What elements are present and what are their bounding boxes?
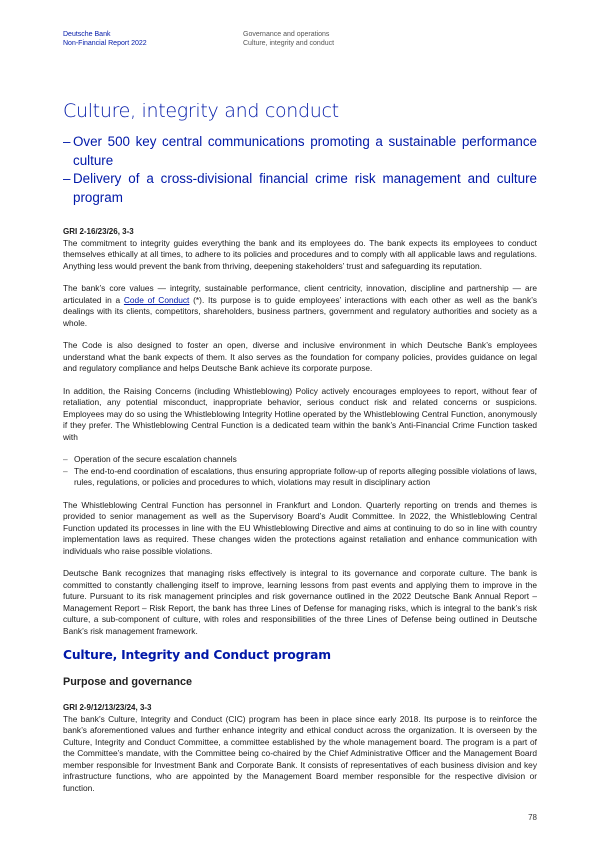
whistleblowing-tasks-list xyxy=(63,454,537,489)
header-right xyxy=(243,30,334,48)
paragraph-risk: Deutsche Bank recognizes that managing risks effectively is integral to its governance and corporate culture. The bank is committed to constantly challenging itself to improve, learning lessons from past events and applying them to improve in the future. Pursuant to its risk management principles and risk governance outlined in the 2022 Deutsche Bank Annual Report – Management Report – Risk Report, the bank has three Lines of Defense for managing risks, which is integral to the bank’s risk culture, a sub-component of culture, with roles and responsibilities of the three Lines of Defense being outlined in Deutsche Bank’s risk management framework. xyxy=(63,568,537,636)
page-title: Culture, integrity and conduct xyxy=(63,100,339,122)
code-of-conduct-link[interactable]: Code of Conduct xyxy=(123,294,190,305)
header-subsection: Culture, integrity and conduct xyxy=(243,40,335,47)
page-number: 78 xyxy=(528,813,537,822)
list-item: – Operation of the secure escalation channels xyxy=(63,454,537,466)
text-segment: The bank’s core values — integrity, sustainable performance, client centricity, innovation, discipline and partnership — are articulated in a xyxy=(63,283,537,305)
header-left xyxy=(63,30,147,48)
header-org: Deutsche Bank xyxy=(63,31,111,38)
main-content xyxy=(63,226,537,805)
paragraph-code: The Code is also designed to foster an open, diverse and inclusive environment in which Deutsche Bank’s employees understand what the bank expects of them. It also serves as the foundation for company policies, provides guidance on legal and regulatory compliance and helps Deutsche Bank achieve its corporate purpose. xyxy=(63,340,537,373)
section-heading: Culture, Integrity and Conduct program xyxy=(63,648,331,662)
list-item: – The end-to-end coordination of escalations, thus ensuring appropriate follow-up of reports alleging possible violations of laws, rules, regulations, or policies and procedures to which, violations may result in disciplinary action xyxy=(63,466,537,489)
highlight-item: – Over 500 key central communications promoting a sustainable performance culture xyxy=(63,133,537,170)
highlight-item: – Delivery of a cross-divisional financial crime risk management and culture program xyxy=(63,170,537,207)
paragraph-raising-concerns: In addition, the Raising Concerns (including Whistleblowing) Policy actively encourages employees to report, without fear of retaliation, any potential misconduct, inappropriate behavior, serious conduct risk and related concerns or suspicions. Employees may do so using the Whistleblowing Integrity Hotline operated by the Whistleblowing Central Function, anonymously if they prefer. The Whistleblowing Central Function is a dedicated team within the bank’s Anti-Financial Crime Function tasked with xyxy=(63,385,537,442)
subsection-heading: Purpose and governance xyxy=(63,676,192,688)
highlights-list xyxy=(63,133,537,207)
paragraph-whistleblowing: The Whistleblowing Central Function has personnel in Frankfurt and London. Quarterly reporting on trends and themes is provided to senior management as well as the Supervisory Board’s Audit Committee. In 2022, the Whistleblowing Central Function updated its processes in line with the EU Whistleblowing Directive and aims at continuing to do so in line with country implementation laws as required. These changes widen the protections against retaliation and enhance communication with individuals who raise possible violations. xyxy=(63,499,537,556)
header-section: Governance and operations xyxy=(243,31,330,38)
paragraph-cic-program: The bank’s Culture, Integrity and Conduct (CIC) program has been in place since early 2018. Its purpose is to reinforce the bank’s aforementioned values and further enhance integrity and ethical conduct across the organization. It is overseen by the Culture, Integrity and Conduct Committee, a committee established by the whole management board. The program is a part of the Committee’s mandate, with the Committee being co-chaired by the Chief Administrative Officer and the Management Board member responsible for Investment Bank and Corporate Bank. It consists of representatives of each business division and key infrastructure functions, who are appointed by the Management Board member responsible for the respective division or function. xyxy=(63,713,537,793)
header-report: Non-Financial Report 2022 xyxy=(63,40,147,47)
paragraph-core-values xyxy=(63,283,537,329)
text-segment: (*). Its purpose is to guide employees’ interactions with each other as well as the bank’s dealings with its clients, competitors, shareholders, business partners, government and regulatory authorities and society as a whole. xyxy=(63,294,537,328)
gri-reference: GRI 2-16/23/26, 3-3 xyxy=(63,227,134,236)
paragraph-integrity: The commitment to integrity guides everything the bank and its employees do. The bank expects its employees to conduct themselves ethically at all times, to adhere to its policies and procedures and to comply with all applicable laws and regulations. Anything less would prevent the bank from thriving, deepening stakeholders’ trust and safeguarding its reputation. xyxy=(63,237,537,271)
gri-reference: GRI 2-9/12/13/23/24, 3-3 xyxy=(63,703,152,712)
